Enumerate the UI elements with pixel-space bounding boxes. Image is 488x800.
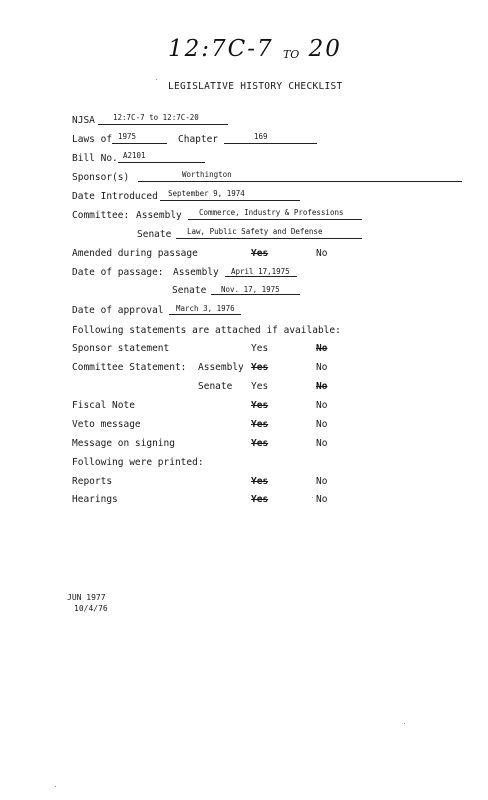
passage-senate-value: Nov. 17, 1975	[221, 285, 280, 294]
message-on-signing-no: No	[316, 438, 328, 449]
date-introduced-label: Date Introduced	[72, 191, 158, 202]
reports-yes-struck: Yes	[251, 476, 269, 487]
passage-label: Date of passage:	[72, 267, 164, 278]
reports-no: No	[316, 476, 328, 487]
sponsor-statement-no-struck: No	[316, 343, 328, 354]
committee-label: Committee:	[72, 210, 130, 221]
fiscal-note-label: Fiscal Note	[72, 400, 135, 411]
message-on-signing-yes-struck: Yes	[251, 438, 269, 449]
passage-senate-underline	[211, 294, 300, 295]
attached-heading: Following statements are attached if available:	[72, 325, 341, 336]
scan-speck	[55, 786, 56, 787]
date-introduced-value: September 9, 1974	[168, 189, 245, 198]
njsa-value: 12:7C-7 to 12:7C-20	[113, 113, 199, 122]
bill-no-underline	[118, 162, 205, 163]
handwritten-citation-main: 12:7C-7	[168, 36, 274, 62]
hearings-yes-struck: Yes	[251, 494, 269, 505]
passage-assembly-underline	[225, 276, 297, 277]
bill-no-label: Bill No.	[72, 153, 118, 164]
sponsors-underline	[138, 181, 462, 182]
passage-senate-label: Senate	[172, 285, 207, 296]
laws-of-label: Laws of	[72, 134, 113, 145]
fiscal-note-no: No	[316, 400, 328, 411]
message-on-signing-label: Message on signing	[72, 438, 175, 449]
committee-assembly-value: Commerce, Industry & Professions	[199, 208, 344, 217]
chapter-value: 169	[254, 132, 268, 141]
printed-heading: Following were printed:	[72, 457, 204, 468]
veto-message-no: No	[316, 419, 328, 430]
passage-assembly-value: April 17,1975	[231, 267, 290, 276]
amended-label: Amended during passage	[72, 248, 198, 259]
handwritten-citation	[168, 36, 342, 62]
njsa-label: NJSA	[72, 115, 95, 126]
laws-of-underline	[112, 143, 167, 144]
scan-speck	[404, 723, 405, 724]
date-introduced-underline	[160, 200, 300, 201]
hearings-no: No	[316, 494, 328, 505]
fiscal-note-yes-struck: Yes	[251, 400, 269, 411]
scan-speck	[312, 497, 313, 498]
chapter-underline	[224, 143, 317, 144]
njsa-underline	[98, 124, 228, 125]
laws-of-value: 1975	[118, 132, 137, 141]
sponsor-statement-label: Sponsor statement	[72, 343, 170, 354]
sponsor-statement-yes: Yes	[251, 343, 269, 354]
committee-assembly-underline	[188, 219, 362, 220]
veto-message-yes-struck: Yes	[251, 419, 269, 430]
reports-label: Reports	[72, 476, 113, 487]
committee-statement-assembly-yes-struck: Yes	[251, 362, 269, 373]
handwritten-citation-end: 20	[308, 36, 342, 62]
committee-senate-label: Senate	[137, 229, 172, 240]
committee-senate-value: Law, Public Safety and Defense	[187, 227, 323, 236]
committee-statement-label: Committee Statement:	[72, 362, 187, 373]
hearings-label: Hearings	[72, 494, 118, 505]
committee-assembly-label: Assembly	[136, 210, 182, 221]
committee-statement-senate-no-struck: No	[316, 381, 328, 392]
chapter-label: Chapter	[178, 134, 219, 145]
bill-no-value: A2101	[123, 151, 146, 160]
amended-yes-struck: Yes	[251, 248, 269, 259]
committee-statement-assembly-label: Assembly	[198, 362, 244, 373]
received-stamp-line2: 10/4/76	[74, 604, 108, 613]
veto-message-label: Veto message	[72, 419, 141, 430]
amended-no: No	[316, 248, 328, 259]
committee-senate-underline	[176, 238, 362, 239]
approval-underline	[169, 314, 241, 315]
sponsors-value: Worthington	[182, 170, 232, 179]
received-stamp-line1: JUN 1977	[67, 593, 106, 602]
sponsors-label: Sponsor(s)	[72, 172, 130, 183]
committee-statement-assembly-no: No	[316, 362, 328, 373]
scan-speck	[156, 79, 157, 80]
committee-statement-senate-yes: Yes	[251, 381, 269, 392]
handwritten-citation-to: TO	[282, 48, 300, 61]
committee-statement-senate-label: Senate	[198, 381, 233, 392]
approval-label: Date of approval	[72, 305, 164, 316]
page-title: LEGISLATIVE HISTORY CHECKLIST	[168, 81, 343, 92]
approval-value: March 3, 1976	[176, 304, 235, 313]
passage-assembly-label: Assembly	[173, 267, 219, 278]
